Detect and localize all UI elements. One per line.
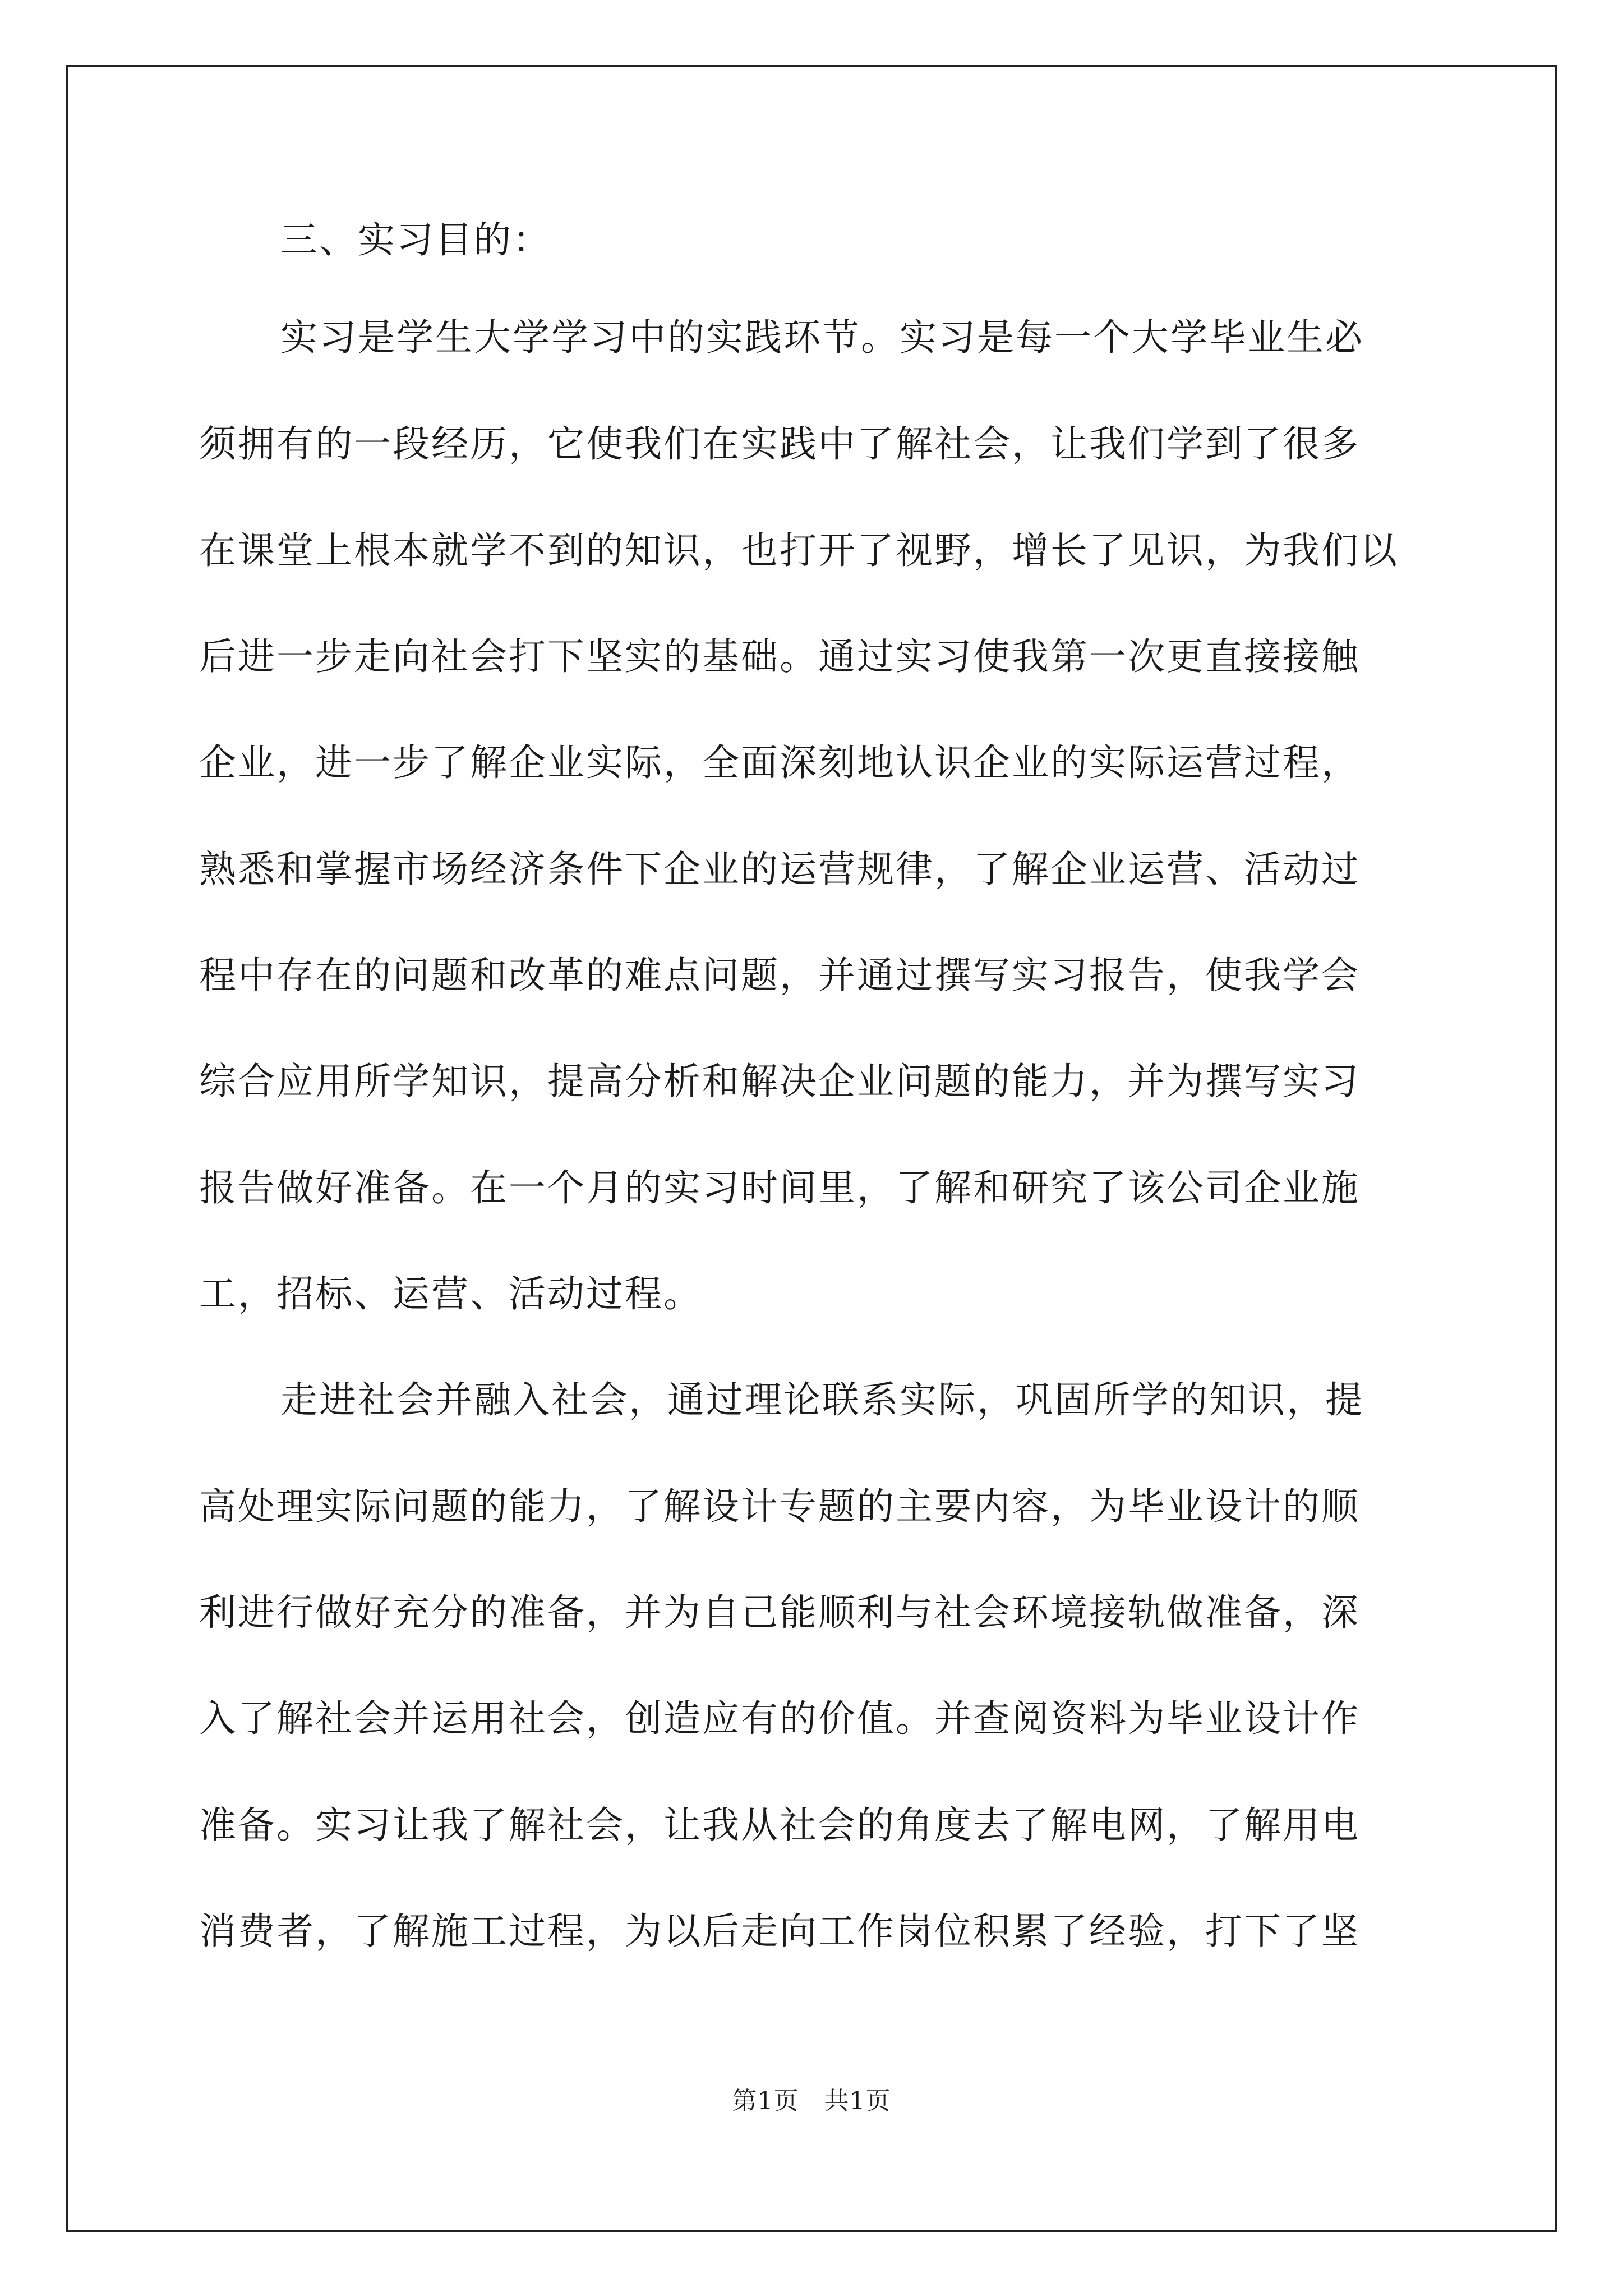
paragraph-line: 须拥有的一段经历，它使我们在实践中了解社会，让我们学到了很多 (199, 422, 1360, 466)
section-heading: 三、实习目的： (280, 218, 551, 261)
paragraph-line: 走进社会并融入社会，通过理论联系实际，巩固所学的知识，提 (280, 1378, 1364, 1421)
paragraph-line: 综合应用所学知识，提高分析和解决企业问题的能力，并为撰写实习 (199, 1060, 1360, 1103)
paragraph-line: 利进行做好充分的准备，并为自己能顺利与社会环境接轨做准备，深 (199, 1591, 1360, 1634)
paragraph-line: 程中存在的问题和改革的难点问题，并通过撰写实习报告，使我学会 (199, 954, 1360, 997)
paragraph-line: 入了解社会并运用社会，创造应有的价值。并查阅资料为毕业设计作 (199, 1697, 1360, 1740)
paragraph-line: 实习是学生大学学习中的实践环节。实习是每一个大学毕业生必 (280, 316, 1364, 359)
paragraph-line: 准备。实习让我了解社会，让我从社会的角度去了解电网，了解用电 (199, 1803, 1360, 1847)
paragraph-line: 工，招标、运营、活动过程。 (199, 1272, 702, 1315)
paragraph-line: 消费者，了解施工过程，为以后走向工作岗位积累了经验，打下了坚 (199, 1910, 1360, 1953)
page-footer: 第1页 共1页 (732, 2087, 891, 2115)
paragraph-line: 企业，进一步了解企业实际，全面深刻地认识企业的实际运营过程， (199, 741, 1360, 784)
paragraph-line: 高处理实际问题的能力，了解设计专题的主要内容，为毕业设计的顺 (199, 1485, 1360, 1528)
page-frame (66, 65, 1557, 2232)
paragraph-line: 熟悉和掌握市场经济条件下企业的运营规律，了解企业运营、活动过 (199, 848, 1360, 891)
paragraph-line: 在课堂上根本就学不到的知识，也打开了视野，增长了见识，为我们以 (199, 529, 1399, 572)
paragraph-line: 报告做好准备。在一个月的实习时间里，了解和研究了该公司企业施 (199, 1166, 1360, 1209)
paragraph-line: 后进一步走向社会打下坚实的基础。通过实习使我第一次更直接接触 (199, 635, 1360, 678)
